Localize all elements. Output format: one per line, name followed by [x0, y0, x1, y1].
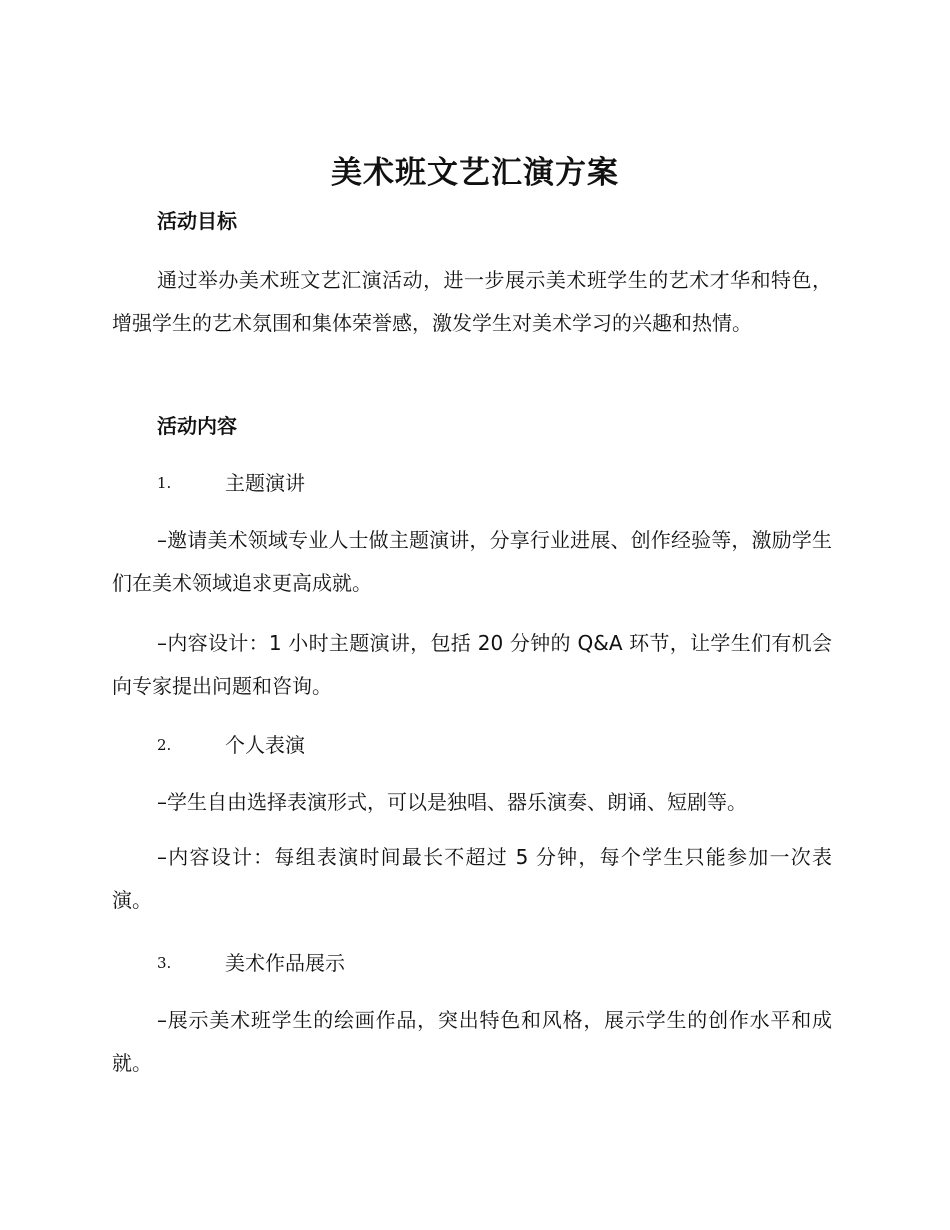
item-2-detail-1: –学生自由选择表演形式，可以是独唱、器乐演奏、朗诵、短剧等。	[157, 790, 747, 814]
item-1-detail-1: –邀请美术领域专业人士做主题演讲，分享行业进展、创作经验等，激励学生们在美术领域追求更高成就。	[112, 528, 832, 595]
list-item-title: 主题演讲	[225, 471, 305, 495]
item-3-detail-1: –展示美术班学生的绘画作品，突出特色和风格，展示学生的创作水平和成就。	[112, 1008, 832, 1075]
item-2-detail-2: –内容设计：每组表演时间最长不超过 5 分钟，每个学生只能参加一次表演。	[112, 845, 832, 912]
list-item-title: 美术作品展示	[225, 951, 345, 975]
section-heading-goals: 活动目标	[157, 209, 237, 233]
item-1-detail-2: –内容设计：1 小时主题演讲，包括 20 分钟的 Q&A 环节，让学生们有机会向专家提出问题和咨询。	[112, 631, 832, 698]
section-heading-content: 活动内容	[157, 414, 237, 438]
goals-paragraph: 通过举办美术班文艺汇演活动，进一步展示美术班学生的艺术才华和特色，增强学生的艺术氛围和集体荣誉感，激发学生对美术学习的兴趣和热情。	[112, 268, 832, 335]
list-number: 1.	[157, 474, 172, 492]
list-item-title: 个人表演	[225, 733, 305, 757]
list-number: 2.	[157, 736, 172, 754]
document-title: 美术班文艺汇演方案	[331, 155, 619, 191]
list-number: 3.	[157, 954, 172, 972]
